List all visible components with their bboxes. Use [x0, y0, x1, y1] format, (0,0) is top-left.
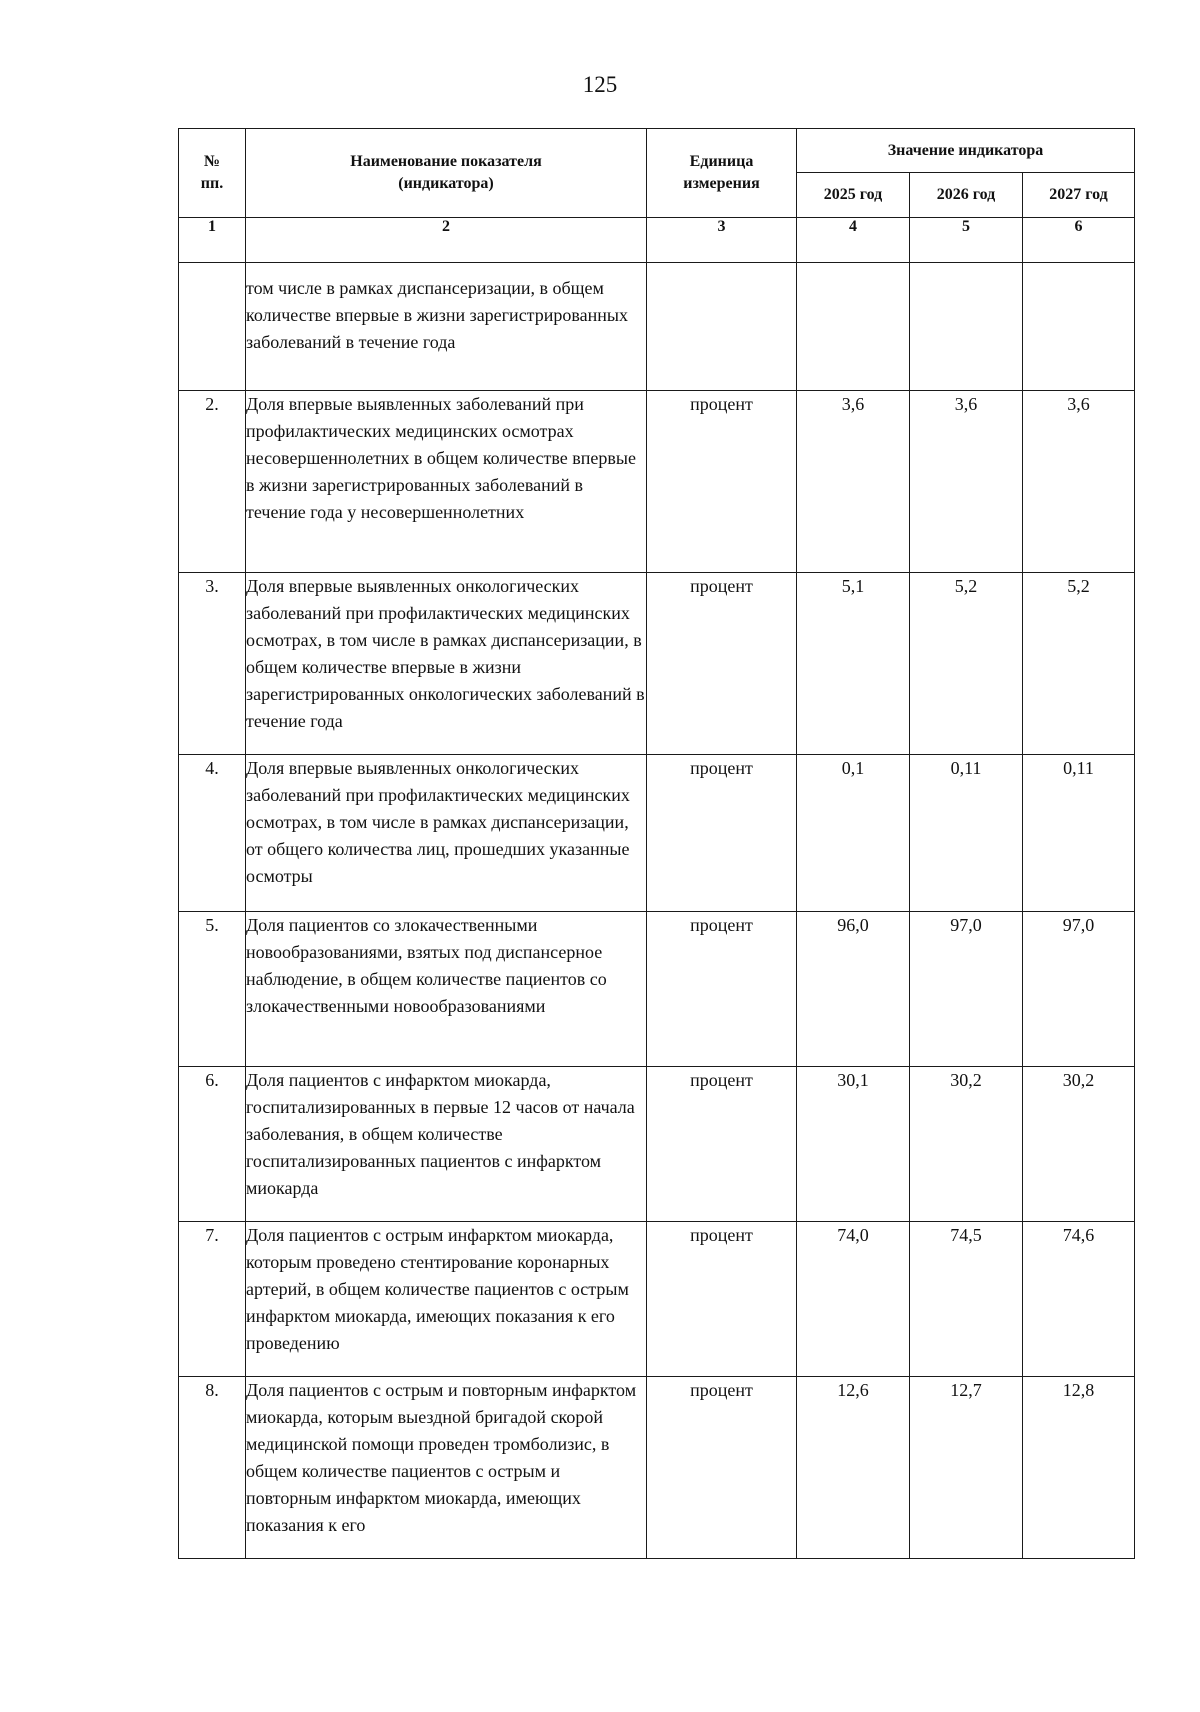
value-2027: 97,0: [1023, 912, 1135, 1067]
value-2025: 0,1: [797, 755, 910, 912]
column-number: 5: [910, 218, 1023, 263]
column-numbers-row: [179, 218, 1135, 263]
row-number: 2.: [179, 391, 246, 573]
value-2025: 5,1: [797, 573, 910, 755]
header-name: [246, 129, 647, 218]
unit: [647, 263, 797, 391]
indicator-name: Доля пациентов со злокачественными новообразованиями, взятых под диспансерное наблюдение, в общем количестве пациентов со злокачественными новообразованиями: [246, 912, 647, 1067]
table-row: [179, 1222, 1135, 1377]
unit: процент: [647, 912, 797, 1067]
page-number: 125: [582, 72, 618, 97]
indicator-name: Доля пациентов с инфарктом миокарда, госпитализированных в первые 12 часов от начала заболевания, в общем количестве госпитализированных пациентов с инфарктом миокарда: [246, 1067, 647, 1222]
header-name-line1: Наименование показателя: [350, 153, 542, 170]
value-2025: [797, 263, 910, 391]
indicator-name: Доля пациентов с острым и повторным инфарктом миокарда, которым выездной бригадой скорой медицинской помощи проведен тромболизис, в общем количестве пациентов с острым и повторным инфарктом миокарда, имеющих показания к его: [246, 1377, 647, 1559]
unit: процент: [647, 1222, 797, 1377]
header-num-line1: №: [203, 153, 221, 170]
unit: процент: [647, 755, 797, 912]
column-number: 4: [797, 218, 910, 263]
row-number: 3.: [179, 573, 246, 755]
indicator-name: Доля впервые выявленных онкологических заболеваний при профилактических медицинских осмотрах, в том числе в рамках диспансеризации, в общем количестве впервые в жизни зарегистрированных онкологических заболеваний в течение года: [246, 573, 647, 755]
header-unit-line1: Единица: [689, 153, 754, 170]
value-2025: 3,6: [797, 391, 910, 573]
value-2027: 5,2: [1023, 573, 1135, 755]
header-num: [179, 129, 246, 218]
header-year-2025: 2025 год: [797, 173, 910, 218]
value-2026: 5,2: [910, 573, 1023, 755]
value-2027: [1023, 263, 1135, 391]
row-number: 6.: [179, 1067, 246, 1222]
indicator-name: том числе в рамках диспансеризации, в общем количестве впервые в жизни зарегистрированных заболеваний в течение года: [246, 263, 647, 391]
value-2026: 0,11: [910, 755, 1023, 912]
column-number: 3: [647, 218, 797, 263]
table-row: [179, 912, 1135, 1067]
row-number: 5.: [179, 912, 246, 1067]
table-row: [179, 263, 1135, 391]
unit: процент: [647, 391, 797, 573]
header-year-2027: 2027 год: [1023, 173, 1135, 218]
value-2025: 74,0: [797, 1222, 910, 1377]
header-value-group: Значение индикатора: [797, 129, 1135, 173]
value-2025: 96,0: [797, 912, 910, 1067]
indicator-name: Доля впервые выявленных заболеваний при профилактических медицинских осмотрах несовершеннолетних в общем количестве впервые в жизни зарегистрированных заболеваний в течение года у несовершеннолетних: [246, 391, 647, 573]
value-2027: 0,11: [1023, 755, 1135, 912]
column-number: 1: [179, 218, 246, 263]
value-2025: 12,6: [797, 1377, 910, 1559]
column-number: 2: [246, 218, 647, 263]
row-number: 8.: [179, 1377, 246, 1559]
indicator-name: Доля впервые выявленных онкологических заболеваний при профилактических медицинских осмотрах, в том числе в рамках диспансеризации, от общего количества лиц, прошедших указанные осмотры: [246, 755, 647, 912]
value-2027: 12,8: [1023, 1377, 1135, 1559]
row-number: 4.: [179, 755, 246, 912]
column-number: 6: [1023, 218, 1135, 263]
unit: процент: [647, 573, 797, 755]
value-2026: 74,5: [910, 1222, 1023, 1377]
value-2027: 3,6: [1023, 391, 1135, 573]
value-2025: 30,1: [797, 1067, 910, 1222]
table-row: [179, 1067, 1135, 1222]
indicator-name: Доля пациентов с острым инфарктом миокарда, которым проведено стентирование коронарных артерий, в общем количестве пациентов с острым инфарктом миокарда, имеющих показания к его проведению: [246, 1222, 647, 1377]
header-name-line2: (индикатора): [398, 175, 494, 192]
table-row: [179, 755, 1135, 912]
value-2026: 3,6: [910, 391, 1023, 573]
value-2026: 12,7: [910, 1377, 1023, 1559]
unit: процент: [647, 1377, 797, 1559]
value-2026: [910, 263, 1023, 391]
unit: процент: [647, 1067, 797, 1222]
table-row: [179, 1377, 1135, 1559]
row-number: 7.: [179, 1222, 246, 1377]
header-unit: [647, 129, 797, 218]
table-row: [179, 391, 1135, 573]
table-row: [179, 573, 1135, 755]
value-2027: 30,2: [1023, 1067, 1135, 1222]
row-number: [179, 263, 246, 391]
header-year-2026: 2026 год: [910, 173, 1023, 218]
header-unit-line2: измерения: [683, 175, 760, 192]
value-2026: 97,0: [910, 912, 1023, 1067]
header-num-line2: пп.: [200, 175, 224, 192]
value-2027: 74,6: [1023, 1222, 1135, 1377]
value-2026: 30,2: [910, 1067, 1023, 1222]
indicators-table: [178, 128, 1135, 1559]
